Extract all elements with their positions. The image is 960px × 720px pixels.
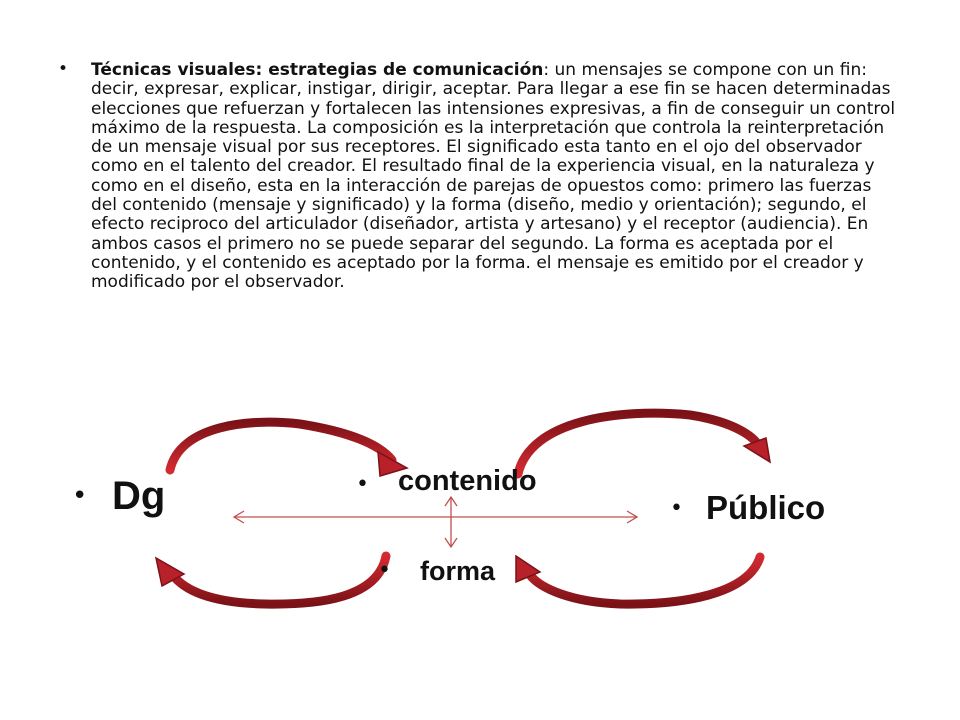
paragraph-body: : un mensajes se compone con un fin: decir, expresar, explicar, instigar, dirigir, aceptar. Para llegar a ese fin se hacen determinadas elecciones que refuerzan y fortalecen las intensiones expresivas, a fin de conseguir un control máximo de la respuesta. La composición es la interpretación que controla la reinterpretación de un mensaje visual por sus receptores. El significado esta tanto en el ojo del observador como en el talento del creador. El resultado final de la experiencia visual, en la naturaleza y como en el diseño, esta en la interacción de parejas de opuestos como: primero las fuerzas del contenido (mensaje y significado) y la forma (diseño, medio y orientación); segundo, el efecto reciproco del articulador (diseñador, artista y artesano) y el receptor (audiencia). En ambos casos el primero no se puede separar del segundo. La forma es aceptada por el contenido, y el contenido es aceptado por la forma. el mensaje es emitido por el creador y modificado por el observador. [91, 60, 896, 293]
dg-label: Dg [112, 474, 166, 518]
arrow-publico-to-forma [516, 556, 760, 604]
dg-bullet: • [72, 481, 88, 511]
publico-label: Público [706, 489, 826, 526]
paragraph-lead: Técnicas visuales: estrategias de comunicación [91, 60, 544, 80]
vertical-double-arrow [445, 497, 457, 547]
contenido-bullet: • [356, 472, 369, 497]
arrow-dg-to-contenido [170, 422, 407, 476]
arrow-contenido-to-publico [518, 413, 770, 474]
arrow-forma-to-dg [156, 556, 386, 604]
horizontal-double-arrow [234, 511, 637, 523]
publico-bullet: • [670, 496, 683, 521]
forma-label: forma [420, 556, 496, 586]
paragraph-bullet: • [58, 59, 69, 79]
contenido-label: contenido [398, 465, 537, 497]
forma-bullet: • [378, 558, 391, 583]
